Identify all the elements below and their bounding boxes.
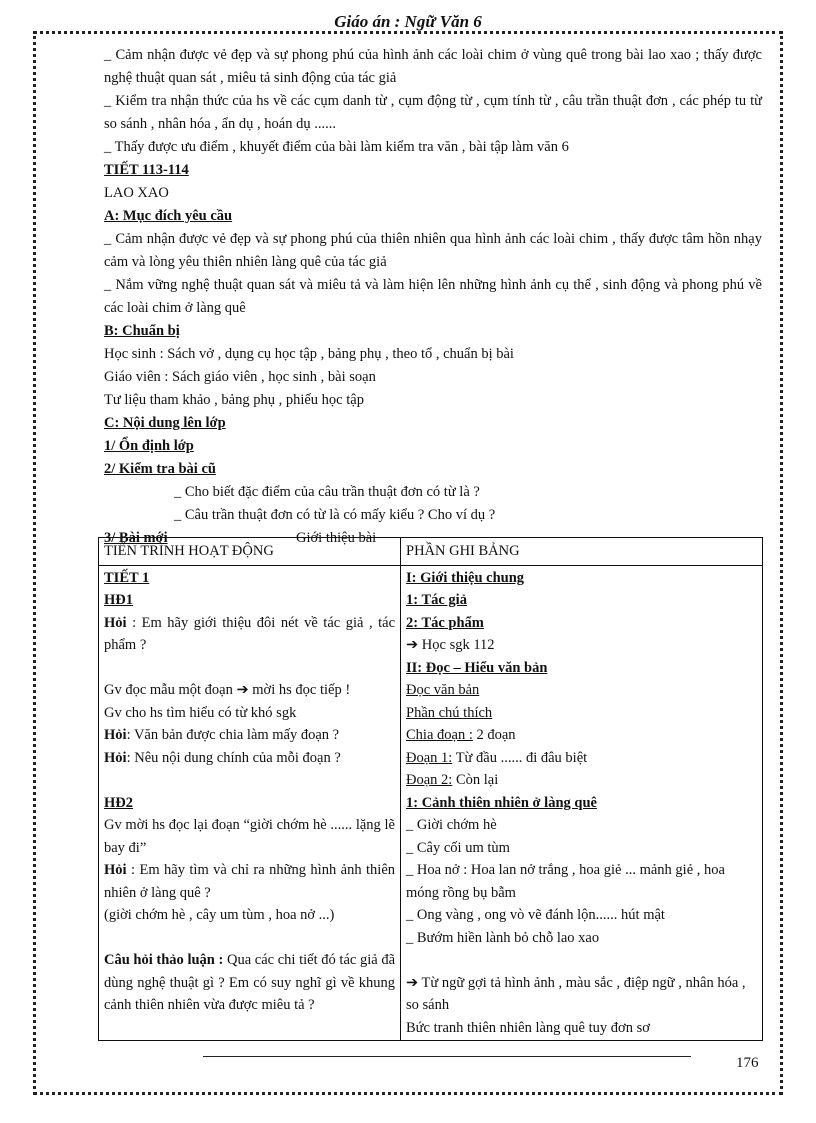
objective-3: _ Thấy được ưu điểm , khuyết điểm của bài làm kiểm tra văn , bài tập làm văn 6 [104,139,569,155]
objective-1: _ Cảm nhận được vẻ đẹp và sự phong phú của hình ảnh các loài chim ở vùng quê trong bài lao xao ; thấy được nghệ thuật quan sát , miêu tả sinh động của tác giả [104,47,762,86]
section-a-heading: A: Mục đích yêu cầu [104,208,233,224]
board-label: Đoạn 1: [406,749,453,766]
step-2-heading: 2/ Kiểm tra bài cũ [104,461,216,477]
table-header-row [99,538,763,566]
answer-hint: (giời chớm hè , cây um tùm , hoa nở ...) [104,907,335,923]
arrow-icon: ➔ [406,637,419,653]
question-text: : Văn bản được chia làm mấy đoạn ? [126,727,340,743]
board-list-item: _ Hoa nở : Hoa lan nở trắng , hoa giẻ ... mảnh giẻ , hoa móng rồng bụ bẫm [406,862,725,901]
page-number: 176 [736,1055,759,1071]
teacher-action: Gv đọc mẫu một đoạn [104,682,233,698]
section-a-item: _ Nắm vững nghệ thuật quan sát và miêu tả và làm hiện lên những hình ảnh cụ thể , sinh động và phong phú về các loài chim ở làng quê [104,277,762,316]
arrow-icon: ➔ [236,682,249,698]
review-question: _ Câu trần thuật đơn có từ là có mấy kiểu ? Cho ví dụ ? [174,507,496,523]
question-label: Hỏi [104,614,127,631]
period-label: TIẾT 1 [104,569,150,586]
table-row [99,565,763,1041]
teacher-action: Gv cho hs tìm hiểu có từ khó sgk [104,704,297,721]
document-body [104,44,762,550]
lesson-plan-table [98,537,763,1041]
section-b-item: Học sinh : Sách vở , dụng cụ học tập , bảng phụ , theo tổ , chuẩn bị bài [104,346,514,362]
step-3-heading: 3/ Bài mới [104,530,168,546]
column-header-board: PHẦN GHI BẢNG [401,538,763,566]
question-label: Hỏi [104,727,127,743]
board-list-item: _ Ong vàng , ong vò vẽ đánh lộn...... hút mật [406,907,665,923]
question-text: : Em hãy giới thiệu đôi nét về tác giả , tác phẩm ? [104,614,396,653]
lesson-number: TIẾT 113-114 [104,162,189,178]
activities-cell [99,565,401,1041]
discussion-label: Câu hỏi thảo luận : [104,952,224,968]
teacher-action: mời hs đọc tiếp ! [252,682,351,698]
review-question: _ Cho biết đặc điểm của câu trần thuật đơn có từ là ? [174,484,480,500]
board-text: Từ đầu ...... đi đâu biệt [455,749,588,766]
board-text: Bức tranh thiên nhiên làng quê tuy đơn sơ [406,1019,650,1036]
board-heading: II: Đọc – Hiểu văn bản [406,659,548,676]
question-text: : Em hãy tìm và chỉ ra những hình ảnh thiên nhiên ở làng quê ? [104,862,395,901]
board-cell [401,565,763,1041]
step-3-note: Giới thiệu bài [296,530,377,546]
board-text: 2 đoạn [476,727,516,743]
board-list-item: _ Cây cối um tùm [406,839,510,856]
footer-divider [203,1056,691,1057]
discussion-text: Qua các chi tiết đó tác giả đã dùng nghệ thuật gì ? Em có suy nghĩ gì về khung cảnh thiên nhiên vừa được miêu tả ? [104,952,396,1013]
board-subheading: 1: Tác giả [406,592,467,608]
board-text: Đọc văn bản [406,682,480,698]
arrow-icon: ➔ [406,974,419,991]
page-header: Giáo án : Ngữ Văn 6 [334,12,482,31]
section-b-item: Giáo viên : Sách giáo viên , học sinh , bài soạn [104,369,376,385]
board-list-item: _ Bướm hiền lành bỏ chỗ lao xao [406,929,600,946]
board-label: Chia đoạn : [406,727,473,743]
section-a-item: _ Cảm nhận được vẻ đẹp và sự phong phú của thiên nhiên qua hình ảnh các loài chim , thấy được tâm hồn nhạy cảm và lòng yêu thiên nhiên làng quê của tác giả [104,231,762,270]
question-text: : Nêu nội dung chính của mỗi đoạn ? [126,749,341,766]
column-header-activities: TIẾN TRÌNH HOẠT ĐỘNG [99,538,401,566]
activity-1-label: HĐ1 [104,592,133,608]
board-heading: I: Giới thiệu chung [406,569,525,586]
board-text: Từ ngữ gợi tả hình ảnh , màu sắc , điệp ngữ , nhân hóa , so sánh [406,974,746,1013]
section-b-item: Tư liệu tham khảo , bảng phụ , phiếu học tập [104,392,364,408]
question-label: Hỏi [104,749,127,766]
board-label: Đoạn 2: [406,772,453,788]
section-c-heading: C: Nội dung lên lớp [104,415,226,431]
question-label: Hỏi [104,862,127,878]
section-b-heading: B: Chuẩn bị [104,323,180,339]
step-1-heading: 1/ Ổn định lớp [104,438,194,454]
board-text: Học sgk 112 [421,637,495,653]
lesson-title: LAO XAO [104,185,169,201]
objective-2: _ Kiểm tra nhận thức của hs về các cụm danh từ , cụm động từ , cụm tính từ , câu trần thuật đơn , các phép tu từ so sánh , nhân hóa , ẩn dụ , hoán dụ ...... [104,93,762,132]
board-subheading: 1: Cảnh thiên nhiên ở làng quê [406,794,597,811]
board-text: Còn lại [455,772,499,788]
board-text: Phần chú thích [406,704,493,721]
board-subheading: 2: Tác phẩm [406,614,484,631]
board-list-item: _ Giời chớm hè [406,817,497,833]
teacher-action: Gv mời hs đọc lại đoạn “giời chớm hè ...... lặng lẽ bay đi” [104,817,395,856]
activity-2-label: HĐ2 [104,794,133,811]
